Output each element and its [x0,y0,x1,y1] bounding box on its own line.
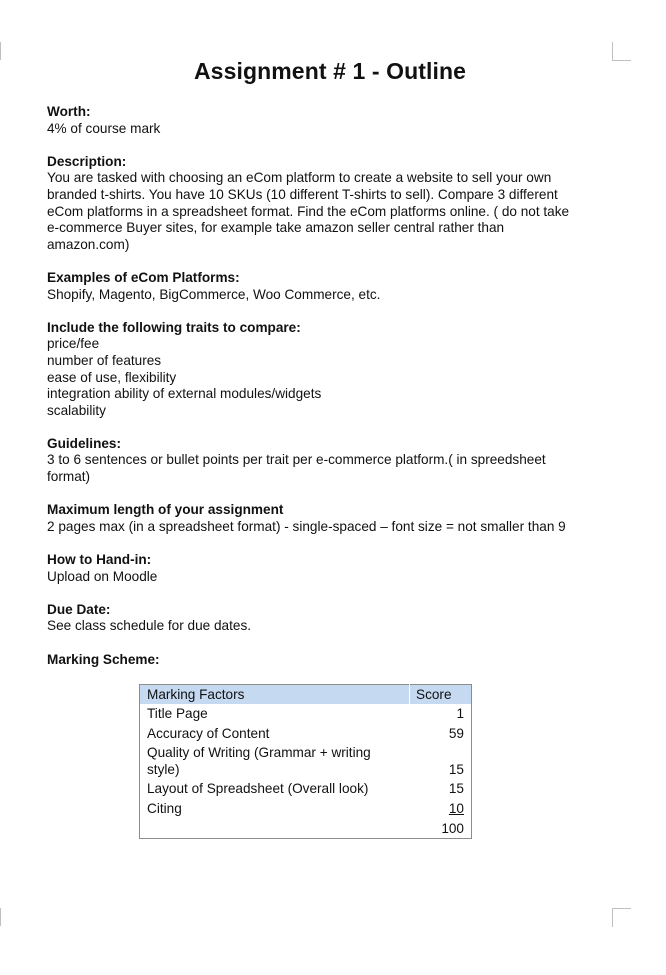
section-worth [47,104,612,137]
score-cell: 15 [448,781,464,797]
marking-scheme-table-wrap [139,684,472,839]
score-value: 10 [448,800,464,816]
section-hand-in [47,552,612,585]
factor-cell: Accuracy of Content [147,725,270,741]
document-title: Assignment # 1 - Outline [193,58,467,84]
header-marking-factors: Marking Factors [140,685,410,705]
table-row [140,743,472,779]
trait-item: integration ability of external modules/widgets [47,386,322,402]
table-row [140,779,472,799]
table-row [140,724,472,744]
score-cell: 15 [448,761,464,777]
total-label-cell [140,819,410,839]
body-line: amazon.com) [47,236,130,252]
marking-scheme-table [139,684,472,839]
section-heading: Include the following traits to compare: [47,319,301,335]
table-row [140,799,472,819]
section-heading: Marking Scheme: [47,651,160,667]
table-row [140,704,472,724]
score-cell [410,799,472,819]
table-total-row [140,819,472,839]
body-line: e-commerce Buyer sites, for example take amazon seller central rather than [47,220,505,236]
crop-mark-bottom-left [0,908,2,926]
total-score-cell: 100 [441,820,464,836]
factor-cell: Layout of Spreadsheet (Overall look) [147,781,369,797]
section-heading: Due Date: [47,601,111,617]
section-max-length [47,502,612,535]
body-line: eCom platforms in a spreadsheet format. Find the eCom platforms online. ( do not take [47,203,570,219]
section-traits [47,320,612,420]
section-heading: Examples of eCom Platforms: [47,269,240,285]
body-line: See class schedule for due dates. [47,618,252,634]
header-score: Score [410,685,472,705]
body-line: 4% of course mark [47,120,161,136]
section-heading: How to Hand-in: [47,552,152,568]
trait-item: scalability [47,402,106,418]
body-line: 2 pages max (in a spreadsheet format) - single-spaced – font size = not smaller than 9 [47,518,566,534]
section-due-date [47,602,612,635]
section-heading: Maximum length of your assignment [47,502,284,518]
body-line: Shopify, Magento, BigCommerce, Woo Commerce, etc. [47,286,381,302]
body-line: format) [47,469,91,485]
section-heading: Guidelines: [47,435,122,451]
trait-item: price/fee [47,336,100,352]
factor-cell: Citing [147,800,182,816]
factor-cell: Title Page [147,706,208,721]
section-marking [47,652,612,669]
body-line: 3 to 6 sentences or bullet points per trait per e-commerce platform.( in spreedsheet [47,452,546,468]
score-cell: 1 [456,706,464,721]
trait-item: ease of use, flexibility [47,369,177,385]
section-heading: Description: [47,153,127,169]
body-line: branded t-shirts. You have 10 SKUs (10 different T-shirts to sell). Compare 3 different [47,186,558,202]
factor-cell: Quality of Writing (Grammar + writing style) [147,745,371,777]
section-heading: Worth: [47,104,91,119]
body-line: Upload on Moodle [47,568,158,584]
section-examples [47,270,612,303]
score-cell: 59 [448,725,464,741]
table-header-row [140,685,472,705]
section-description [47,154,612,254]
crop-mark-bottom-right [612,908,631,927]
section-guidelines [47,436,612,486]
body-line: You are tasked with choosing an eCom platform to create a website to sell your own [47,170,552,186]
trait-item: number of features [47,352,162,368]
document-body [47,104,612,685]
